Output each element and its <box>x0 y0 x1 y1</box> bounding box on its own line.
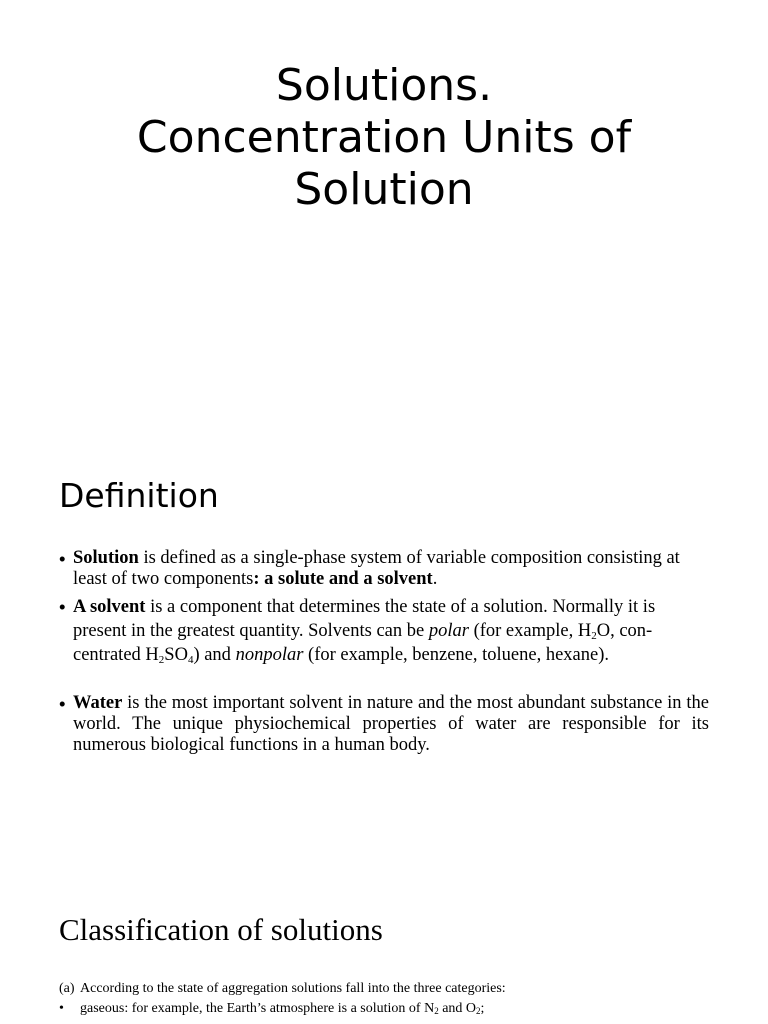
solvent-text-3: O, con-centrated H <box>73 621 653 665</box>
bullet-icon: • <box>59 548 66 569</box>
gaseous-text-2: and O <box>438 1001 477 1016</box>
subscript: 2 <box>476 1006 481 1016</box>
subscript: 2 <box>591 630 597 642</box>
solvent-text-1: is a component that determines the state of a solution. Normally it is present in the greatest quantity. Solvents can be <box>73 597 656 641</box>
title-line-2: Concentration Units of <box>136 112 632 163</box>
solvent-text-4: SO <box>164 645 188 665</box>
item-a-marker: (a) <box>59 981 75 996</box>
subscript: 4 <box>187 654 194 666</box>
bullet-icon: • <box>59 693 66 714</box>
bullet-icon: • <box>59 596 66 617</box>
title-line-1: Solutions. <box>275 60 493 111</box>
solvent-text-2: (for example, H <box>468 621 592 641</box>
solvent-text-5: ) and <box>193 645 236 665</box>
definition-list <box>59 548 709 756</box>
water-text: is the most important solvent in nature and the most abundant substance in the world. The unique physiochemical properties of water are responsible for its numerous biological functions in a human body. <box>73 693 709 755</box>
classification-heading: Classification of solutions <box>59 912 383 947</box>
solution-end: . <box>432 569 438 589</box>
bullet-solution <box>59 548 709 590</box>
term-solution: Solution <box>73 548 139 568</box>
gaseous-text-3: ; <box>480 1001 485 1016</box>
solution-text: is defined as a single-phase system of variable composition consisting at least of two components <box>73 548 680 589</box>
subscript: 2 <box>434 1006 439 1016</box>
solvent-nonpolar: nonpolar <box>235 645 304 665</box>
bullet-icon: • <box>59 1001 64 1016</box>
solvent-text-6: (for example, benzene, toluene, hexane). <box>303 645 610 665</box>
title-line-3: Solution <box>294 164 474 215</box>
bullet-solvent <box>59 595 709 667</box>
classification-list <box>59 979 719 1019</box>
term-solvent: A solvent <box>73 597 146 617</box>
item-a-text: According to the state of aggregation solutions fall into the three categories: <box>80 981 506 996</box>
bullet-water <box>59 693 709 756</box>
gaseous-text-1: gaseous: for example, the Earth’s atmosphere is a solution of N <box>80 1001 435 1016</box>
solution-bold-tail: : a solute and a solvent <box>253 569 433 589</box>
subscript: 2 <box>158 654 165 666</box>
classification-gaseous <box>59 999 719 1019</box>
term-water: Water <box>73 693 123 713</box>
solvent-polar: polar <box>428 621 469 641</box>
definition-heading: Definition <box>59 476 219 515</box>
page-title <box>0 60 768 216</box>
classification-item-a <box>59 979 719 999</box>
